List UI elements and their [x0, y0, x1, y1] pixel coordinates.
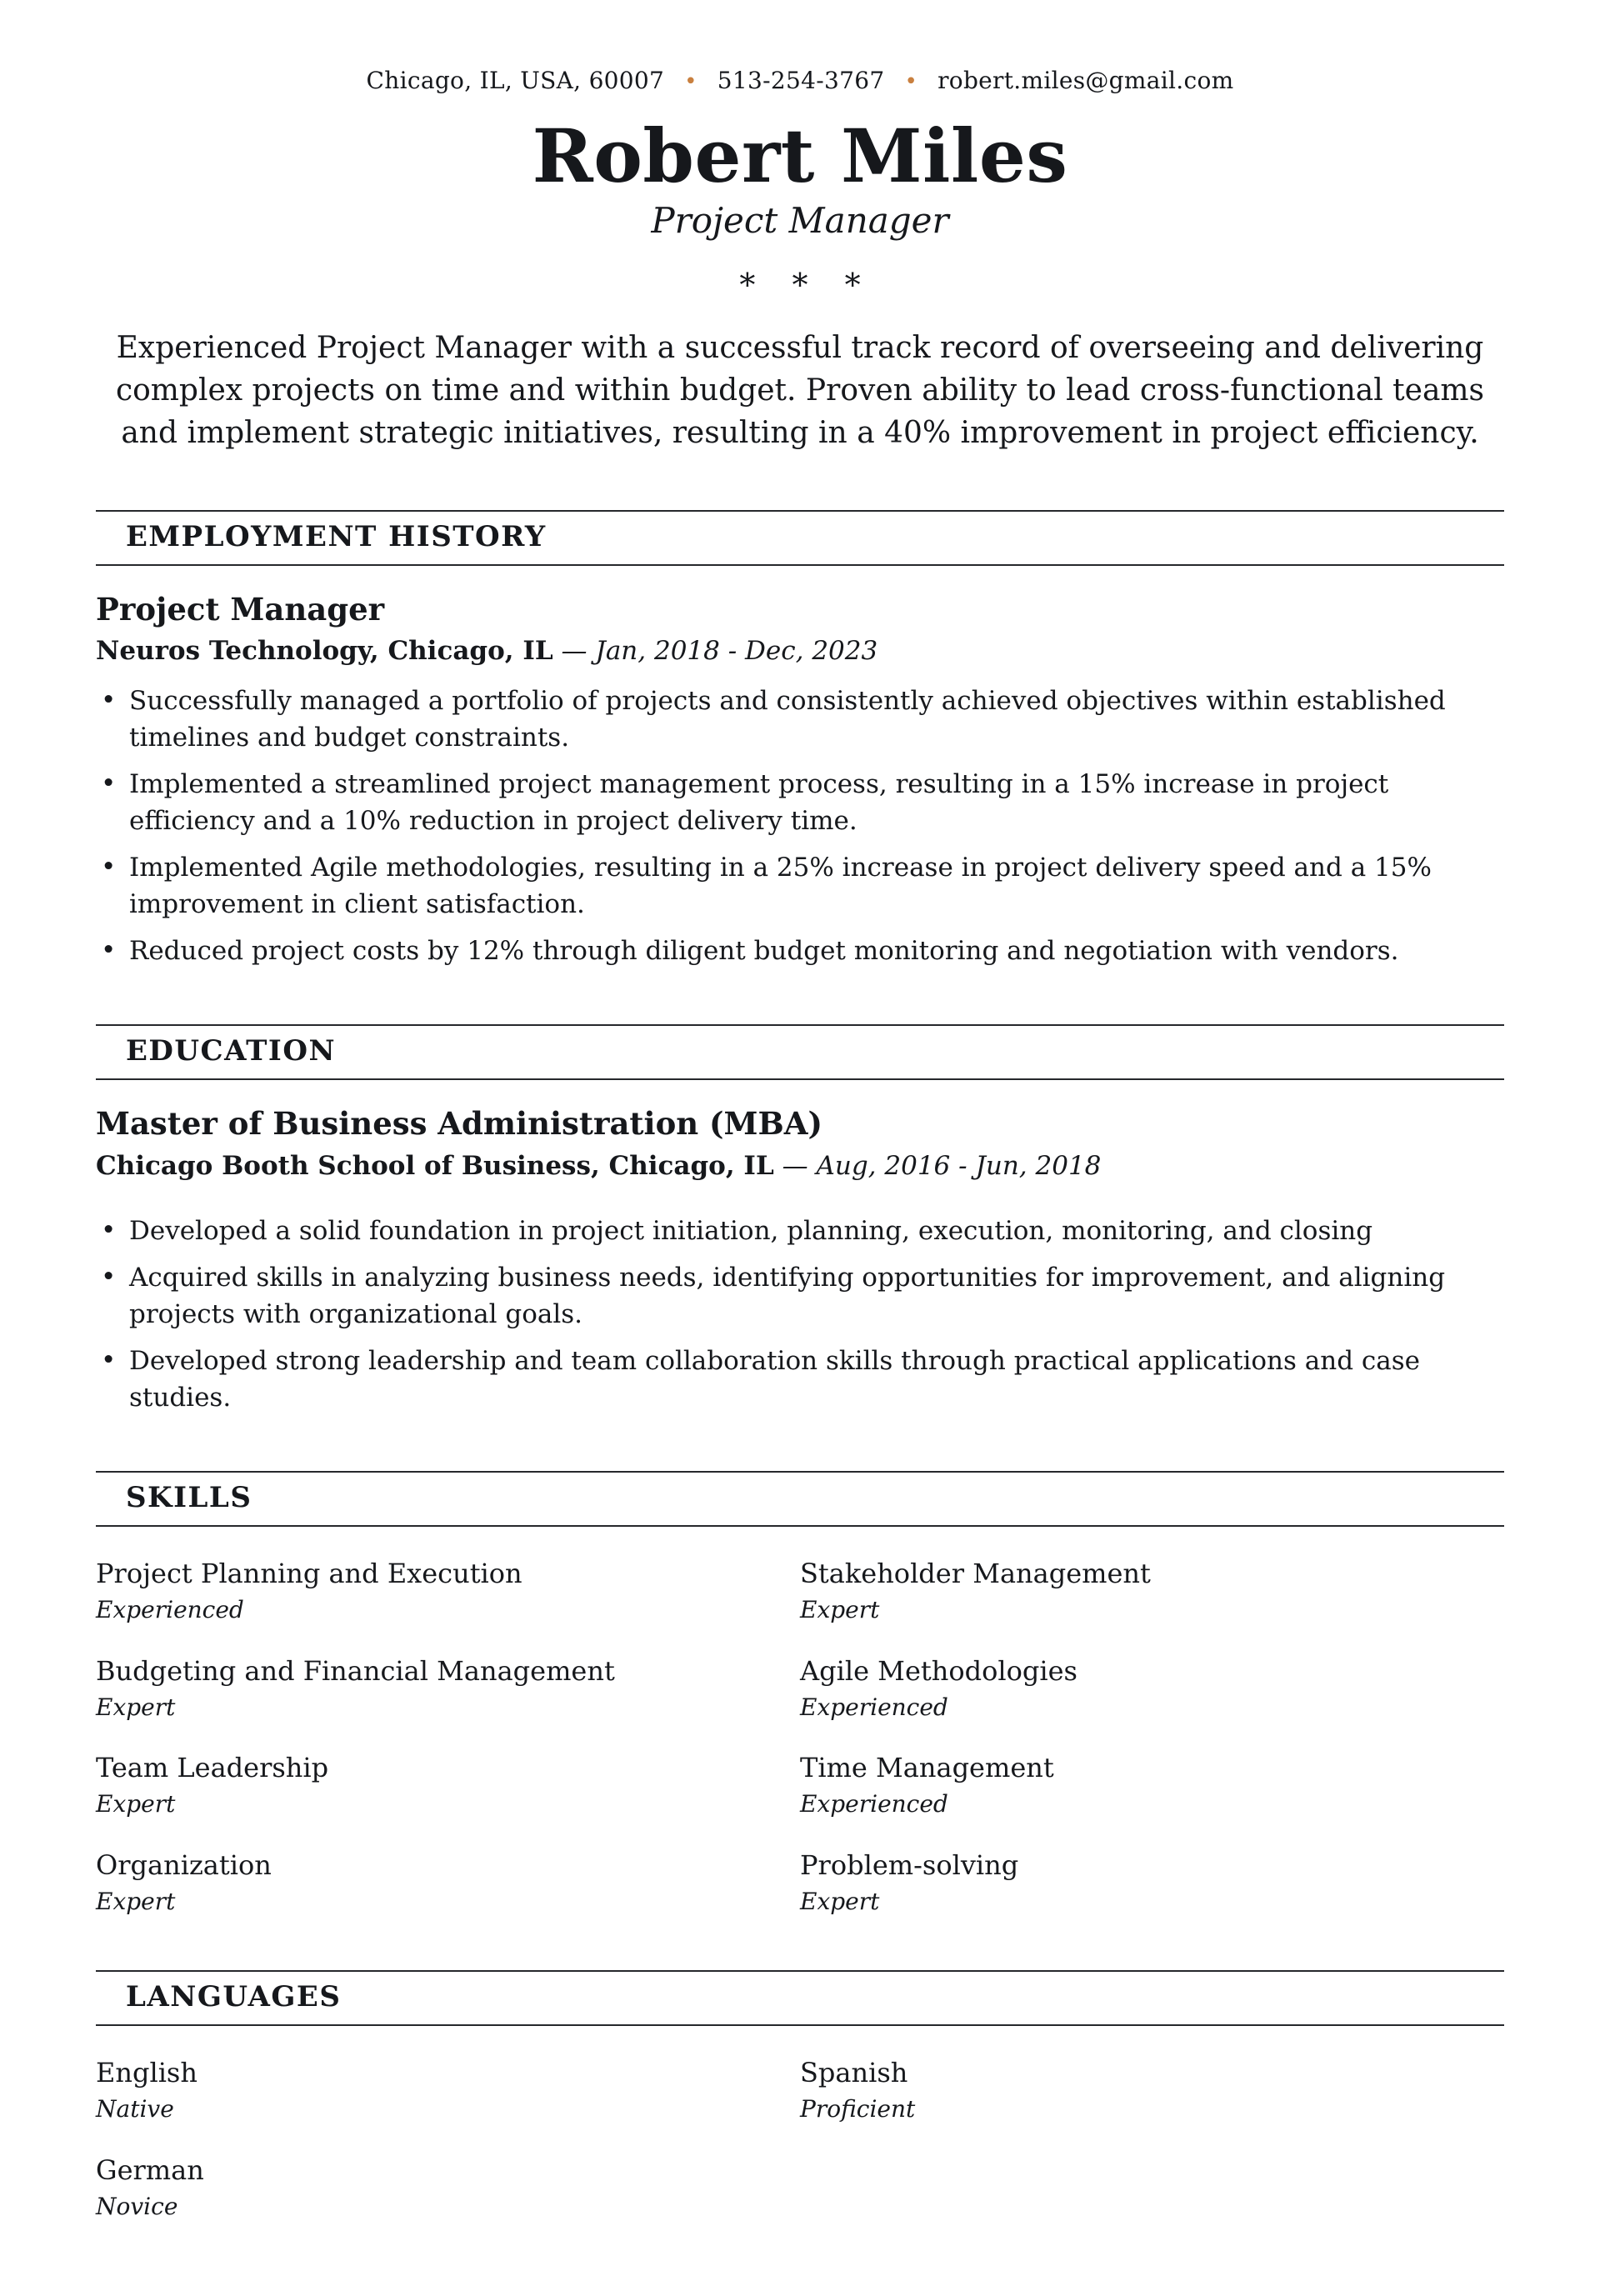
bullet-item: • Developed strong leadership and team collaboration skills through practical applications and case studies. [96, 1343, 1504, 1416]
skill-name: Problem-solving [800, 1848, 1019, 1881]
language-level: Novice [96, 2193, 178, 2221]
section-heading-bar [96, 510, 1504, 566]
skill-name: Organization [96, 1848, 272, 1881]
section-employment-history [96, 510, 1504, 970]
language-name: English [96, 2057, 198, 2089]
language-item [96, 2153, 800, 2221]
section-languages [96, 1970, 1504, 2220]
bullet-item: • Successfully managed a portfolio of projects and consistently achieved objectives within established timelines and budget constraints. [96, 683, 1504, 756]
section-heading-bar [96, 1970, 1504, 2026]
section-heading-skills: SKILLS [126, 1481, 252, 1515]
skill-item [96, 1654, 800, 1722]
bullet-item: • Implemented Agile methodologies, resulting in a 25% increase in project delivery speed and a 15% improvement in client satisfaction. [96, 849, 1504, 923]
skill-name: Project Planning and Execution [96, 1558, 522, 1590]
skills-grid [96, 1557, 1504, 1915]
skill-item [96, 1848, 800, 1916]
candidate-name: Robert Miles [532, 113, 1068, 199]
skill-name: Stakeholder Management [800, 1558, 1151, 1590]
school-name: Chicago Booth School of Business, Chicago, IL [96, 1150, 774, 1181]
contact-separator-dot: • [684, 69, 698, 94]
section-education [96, 1024, 1504, 1416]
bullet-item: • Implemented a streamlined project management process, resulting in a 15% increase in project efficiency and a 10% reduction in project delivery time. [96, 766, 1504, 839]
skill-item [96, 1557, 800, 1624]
language-item [96, 2056, 800, 2123]
education-entry [96, 1105, 1504, 1416]
skill-level: Experienced [96, 1596, 244, 1624]
skill-level: Expert [96, 1887, 176, 1915]
skill-level: Expert [800, 1596, 880, 1624]
bullet-item: • Reduced project costs by 12% through diligent budget monitoring and negotiation with vendors. [96, 933, 1504, 969]
skill-name: Team Leadership [96, 1752, 329, 1784]
employment-entry [96, 591, 1504, 970]
employment-bullet-list [96, 683, 1504, 969]
employment-meta [96, 634, 1504, 668]
resume-header [96, 67, 1504, 455]
skill-level: Experienced [800, 1693, 948, 1721]
section-heading-education: EDUCATION [126, 1034, 337, 1068]
section-heading-bar [96, 1471, 1504, 1527]
skill-name: Budgeting and Financial Management [96, 1654, 615, 1687]
section-heading-bar [96, 1024, 1504, 1080]
skill-item [96, 1751, 800, 1818]
date-range: — Aug, 2016 - Jun, 2018 [782, 1150, 1102, 1181]
section-skills [96, 1471, 1504, 1915]
skill-item [800, 1557, 1504, 1624]
contact-separator-dot: • [904, 69, 918, 94]
profile-summary: Experienced Project Manager with a successful track record of overseeing and delivering complex projects on time and within budget. Proven ability to lead cross-functional teams and implement strategic initiatives, resulting in a 40% improvement in project efficiency. [115, 331, 1485, 451]
language-name: Spanish [800, 2057, 908, 2089]
bullet-item: • Acquired skills in analyzing business needs, identifying opportunities for improvement, and aligning projects with organizational goals. [96, 1259, 1504, 1333]
degree-title: Master of Business Administration (MBA) [96, 1105, 822, 1143]
date-range: — Jan, 2018 - Dec, 2023 [561, 635, 878, 666]
skill-name: Agile Methodologies [800, 1654, 1078, 1687]
skill-item [800, 1751, 1504, 1818]
bullet-item: • Developed a solid foundation in project initiation, planning, execution, monitoring, and closing [96, 1213, 1504, 1249]
role-title: Project Manager [96, 590, 385, 628]
skill-level: Expert [96, 1790, 176, 1818]
education-bullet-list [96, 1213, 1504, 1416]
languages-grid [96, 2056, 1504, 2220]
language-level: Native [96, 2095, 174, 2123]
skill-item [800, 1848, 1504, 1916]
contact-email: robert.miles@gmail.com [938, 67, 1234, 94]
education-meta [96, 1149, 1504, 1183]
language-level: Proficient [800, 2095, 916, 2123]
contact-line [96, 67, 1504, 94]
section-heading-employment: EMPLOYMENT HISTORY [126, 519, 547, 553]
skill-level: Expert [800, 1887, 880, 1915]
skill-level: Expert [96, 1693, 176, 1721]
skill-item [800, 1654, 1504, 1722]
section-heading-languages: LANGUAGES [126, 1980, 342, 2014]
contact-phone: 513-254-3767 [717, 67, 885, 94]
language-item [800, 2056, 1504, 2123]
skill-level: Experienced [800, 1790, 948, 1818]
company-name: Neuros Technology, Chicago, IL [96, 635, 553, 666]
language-name: German [96, 2154, 204, 2187]
contact-location: Chicago, IL, USA, 60007 [366, 67, 665, 94]
ornament-stars: * * * [739, 267, 874, 304]
skill-name: Time Management [800, 1752, 1054, 1784]
candidate-job-title: Project Manager [651, 199, 949, 241]
